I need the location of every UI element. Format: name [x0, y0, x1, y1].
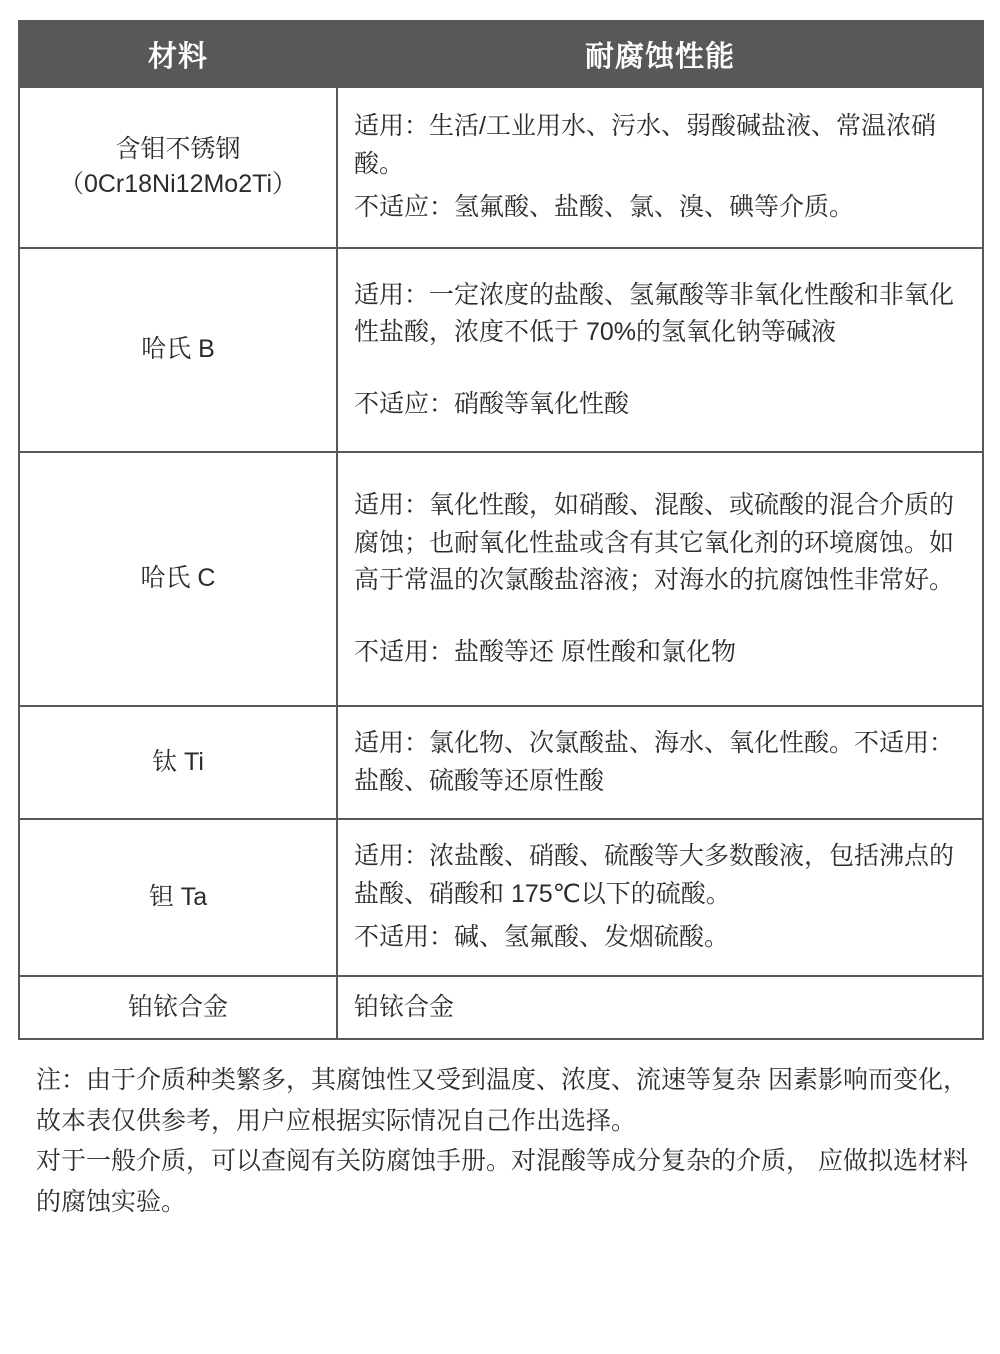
performance-cell — [337, 819, 983, 976]
material-name-line: 铂铱合金 — [127, 992, 228, 1021]
column-header-material: 材料 — [19, 21, 337, 87]
table-row — [19, 452, 983, 706]
performance-paragraph: 适用：浓盐酸、硝酸、硫酸等大多数酸液，包括沸点的盐酸、硝酸和 175℃以下的硫酸。 — [354, 842, 955, 908]
table-row — [19, 248, 983, 453]
table-note — [18, 1060, 968, 1222]
performance-paragraph: 适用：氯化物、次氯酸盐、海水、氧化性酸。不适用：盐酸、硫酸等还原性酸 — [354, 729, 955, 795]
performance-cell — [337, 248, 983, 453]
material-cell — [19, 452, 337, 706]
performance-cell — [337, 976, 983, 1040]
table-row — [19, 819, 983, 976]
table-body — [19, 87, 983, 1039]
performance-paragraph: 适用：生活/工业用水、污水、弱酸碱盐液、常温浓硝酸。 — [354, 112, 936, 178]
material-cell — [19, 87, 337, 248]
material-cell — [19, 976, 337, 1040]
material-cell — [19, 706, 337, 819]
performance-cell — [337, 706, 983, 819]
table-header-row — [19, 21, 983, 87]
material-name-line: 哈氏 C — [140, 564, 216, 593]
material-grade-line: （0Cr18Ni12Mo2Ti） — [58, 170, 298, 199]
column-header-performance: 耐腐蚀性能 — [337, 21, 983, 87]
note-line: 对于一般介质，可以查阅有关防腐蚀手册。对混酸等成分复杂的介质， 应做拟选材料的腐蚀实验。 — [36, 1147, 968, 1216]
performance-paragraph: 不适用：盐酸等还 原性酸和氯化物 — [354, 637, 736, 666]
performance-cell — [337, 452, 983, 706]
performance-paragraph: 不适应：氢氟酸、盐酸、氯、溴、碘等介质。 — [354, 193, 855, 221]
note-line: 注：由于介质种类繁多，其腐蚀性又受到温度、浓度、流速等复杂 因素影响而变化，故本表仅供参考，用户应根据实际情况自己作出选择。 — [36, 1066, 968, 1135]
performance-paragraph: 适用：氧化性酸，如硝酸、混酸、或硫酸的混合介质的腐蚀；也耐氧化性盐或含有其它氧化剂的环境腐蚀。如高于常温的次氯酸盐溶液；对海水的抗腐蚀性非常好。 — [354, 491, 955, 594]
performance-paragraph: 不适用：碱、氢氟酸、发烟硫酸。 — [354, 923, 730, 951]
performance-paragraph: 适用：一定浓度的盐酸、氢氟酸等非氧化性酸和非氧化性盐酸，浓度不低于 70%的氢氧化钠等碱液 — [354, 280, 955, 346]
performance-cell — [337, 87, 983, 248]
performance-paragraph: 铂铱合金 — [354, 992, 455, 1021]
material-cell — [19, 248, 337, 453]
table-row — [19, 976, 983, 1040]
performance-paragraph: 不适应：硝酸等氧化性酸 — [354, 389, 630, 418]
table-row — [19, 87, 983, 248]
material-name-line: 哈氏 B — [141, 335, 215, 363]
table-row — [19, 706, 983, 819]
material-name-line: 含钼不锈钢 — [115, 134, 241, 163]
material-name-line: 钛 Ti — [152, 747, 204, 776]
corrosion-resistance-table — [18, 20, 984, 1040]
material-cell — [19, 819, 337, 976]
table-header — [19, 21, 983, 87]
material-name-line: 钽 Ta — [148, 882, 208, 911]
